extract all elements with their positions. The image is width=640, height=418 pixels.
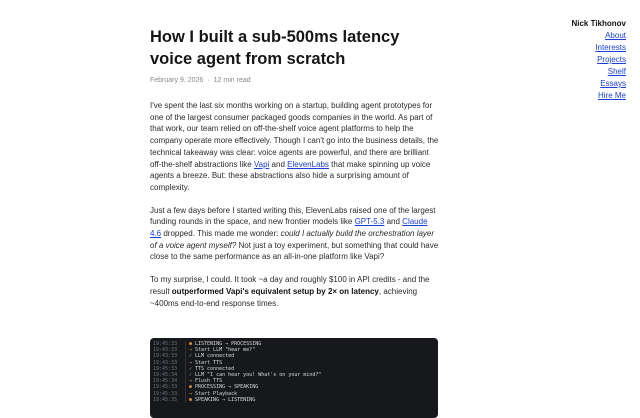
log-timestamp: 19:45:33 xyxy=(150,341,186,347)
log-message: Start TTS xyxy=(195,359,223,366)
link-elevenlabs[interactable]: ElevenLabs xyxy=(287,159,329,169)
log-message: Start LLM "hear me?" xyxy=(195,347,256,354)
article-title: How I built a sub-500ms latency voice agent from scratch xyxy=(150,28,400,68)
log-timestamp: 19:45:34 xyxy=(150,372,186,378)
log-timestamp: 19:45:35 xyxy=(150,397,186,403)
log-timestamp: 19:45:34 xyxy=(150,378,186,384)
paragraph-text: and xyxy=(269,159,288,169)
nav-link-about[interactable]: About xyxy=(605,31,626,40)
log-message: Start Playback xyxy=(195,390,238,397)
log-marker: → xyxy=(189,378,193,385)
log-message: LISTENING → PROCESSING xyxy=(195,341,262,347)
link-gpt-5-3[interactable]: GPT-5.3 xyxy=(354,217,385,227)
article xyxy=(150,26,440,317)
log-marker: → xyxy=(189,347,193,354)
log-marker: → xyxy=(189,390,193,397)
log-marker: ● xyxy=(189,341,193,347)
paragraph-intro xyxy=(150,100,440,194)
site-nav xyxy=(516,18,626,102)
paragraph-text: I've spent the last six months working on a startup, building agent prototypes for one of the largest consumer packaged goods companies in the world. As part of that work, our team relied on off-the-shelf voice agent platforms to help the company operate more effectively. Though I can't go into the business details, the technical takeaway was clear: voice agents are powerful, and there are brilliant off-the-shelf abstractions like xyxy=(150,101,439,169)
log-message: LLM "I can hear you! What's on your mind?" xyxy=(195,372,322,379)
nav-link-essays[interactable]: Essays xyxy=(600,79,626,88)
emphasis-question: could I actually build the orchestration layer of a voice agent myself? xyxy=(150,229,435,250)
author-name: Nick Tikhonov xyxy=(571,19,626,28)
paragraph-text: Just a few days before I started writing this, ElevenLabs raised one of the largest funding rounds in the space, and new frontier models like xyxy=(150,205,436,227)
log-marker: ✓ xyxy=(189,365,193,372)
nav-link-hire-me[interactable]: Hire Me xyxy=(597,91,626,100)
read-time: 12 min read xyxy=(213,77,251,84)
log-message: SPEAKING → LISTENING xyxy=(195,396,256,403)
log-timestamp: 19:43:33 xyxy=(150,353,186,359)
paragraph-motivation xyxy=(150,205,440,264)
log-marker: → xyxy=(189,359,193,366)
log-marker: ✓ xyxy=(189,353,193,360)
log-timestamp: 19:43:33 xyxy=(150,360,186,366)
log-message: TTS connected xyxy=(195,365,235,372)
publish-date: February 9, 2026 xyxy=(150,77,204,84)
terminal-log-screenshot xyxy=(150,338,438,418)
nav-link-shelf[interactable]: Shelf xyxy=(607,67,626,76)
article-meta xyxy=(150,76,440,86)
log-timestamp: 19:45:33 xyxy=(150,384,186,390)
log-marker: ✓ xyxy=(189,372,193,379)
log-timestamp: 19:45:33 xyxy=(150,366,186,372)
paragraph-text: that make spinning up voice agents a breeze. But: these abstractions also hide a surprising amount of complexity. xyxy=(150,159,431,192)
paragraph-text: and xyxy=(384,217,403,227)
nav-link-projects[interactable]: Projects xyxy=(597,55,626,64)
emphasis-result: outperformed Vapi's equivalent setup by 2× on latency xyxy=(171,286,379,296)
log-timestamp: 19:43:33 xyxy=(150,347,186,353)
paragraph-text: To my surprise, I could. It took ~a day and roughly $100 in API credits - and the result xyxy=(150,275,430,296)
paragraph-text: , achieving ~400ms end-to-end response times. xyxy=(150,286,418,308)
paragraph-text: Not just a toy experiment, but something that could have close to the same performance as an all-in-one platform like Vapi? xyxy=(150,240,439,262)
meta-separator: · xyxy=(207,77,210,84)
link-claude-4-6[interactable]: Claude 4.6 xyxy=(150,217,428,239)
log-message: PROCESSING → SPEAKING xyxy=(195,384,259,391)
paragraph-result xyxy=(150,274,440,309)
log-marker: ● xyxy=(189,384,193,391)
log-message: Flush TTS xyxy=(195,378,223,385)
link-vapi[interactable]: Vapi xyxy=(253,159,270,169)
paragraph-text: dropped. This made me wonder: xyxy=(161,229,281,239)
nav-link-interests[interactable]: Interests xyxy=(595,43,626,52)
log-timestamp: 19:45:33 xyxy=(150,391,186,397)
log-message: LLM connected xyxy=(195,353,235,360)
log-marker: ● xyxy=(189,396,193,403)
